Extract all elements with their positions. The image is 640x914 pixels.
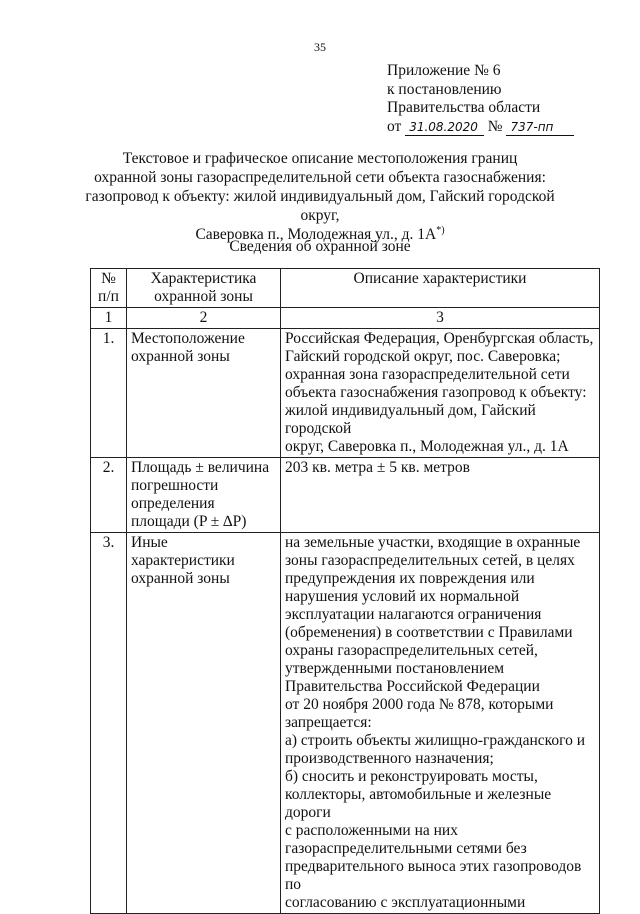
text-line: б) сносить и реконструировать мосты, (285, 768, 538, 785)
text-line: охраны газораспределительных сетей, (285, 642, 538, 659)
text-line: характеристики (131, 552, 235, 569)
text-line: на земельные участки, входящие в охранные (285, 534, 581, 551)
text-line: погрешности (131, 477, 219, 494)
date-prefix: от (387, 117, 402, 135)
text-line: Российская Федерация, Оренбургская область, (285, 330, 594, 347)
text-line: Местоположение (131, 330, 245, 347)
row-characteristic (127, 533, 281, 914)
text-line: Правительства Российской Федерации (285, 678, 540, 695)
text-line: (обременения) в соответствии с Правилами (285, 624, 573, 641)
title-line-4-text: Саверовка п., Молодежная ул., д. 1А (195, 226, 437, 243)
handwritten-number: 737-пп (506, 120, 574, 136)
text-line: округ, Саверовка п., Молодежная ул., д. 1А (285, 438, 569, 455)
row-description (281, 329, 600, 458)
number-prefix: № (487, 117, 503, 135)
column-number: 1 (91, 308, 127, 329)
row-description (281, 533, 600, 914)
table-row (91, 329, 600, 458)
appendix-line-1: Приложение № 6 (387, 62, 501, 79)
text-line: Иные (131, 534, 168, 551)
text-line: предупреждения их повреждения или (285, 570, 535, 587)
header-line: п/п (98, 288, 119, 305)
column-number: 3 (281, 308, 600, 329)
page-number: 35 (314, 40, 326, 54)
text-line: запрещается: (285, 714, 372, 731)
text-line: утвержденными постановлением (285, 660, 505, 677)
title-line-3: газопровод к объекту: жилой индивидуальный дом, Гайский городской округ, (85, 188, 555, 224)
document-title (70, 149, 570, 244)
row-characteristic (127, 329, 281, 458)
section-title: Сведения об охранной зоне (229, 238, 411, 255)
row-characteristic (127, 458, 281, 533)
text-line: площади (P ± ∆P) (131, 513, 247, 530)
row-description (281, 458, 600, 533)
column-number: 2 (127, 308, 281, 329)
text-line: эксплуатации налагаются ограничения (285, 606, 542, 623)
text-line: охранной зоны (131, 348, 230, 365)
zone-info-table (90, 268, 600, 914)
row-number: 3. (91, 533, 127, 914)
title-line-1: Текстовое и графическое описание местоположения границ (122, 150, 518, 167)
text-line: от 20 ноября 2000 года № 878, которыми (285, 696, 554, 713)
text-line: нарушения условий их нормальной (285, 588, 520, 605)
header-line: № (101, 270, 116, 287)
text-line: охранная зона газораспределительной сети (285, 366, 570, 383)
table-row (91, 458, 600, 533)
text-line: 203 кв. метра ± 5 кв. метров (285, 459, 470, 476)
text-line: охранной зоны (131, 570, 230, 587)
row-number: 1. (91, 329, 127, 458)
text-line: Площадь ± величина (131, 459, 270, 476)
text-line: коллекторы, автомобильные и железные дороги (285, 786, 552, 821)
footnote-mark: *) (436, 225, 445, 236)
text-line: жилой индивидуальный дом, Гайский городской (285, 402, 536, 437)
appendix-date-line (387, 118, 574, 137)
header-description (281, 269, 600, 308)
table-header-row (91, 269, 600, 308)
text-line: определения (131, 495, 215, 512)
header-line: охранной зоны (154, 288, 253, 305)
text-line: с расположенными на них (285, 822, 458, 839)
table-row (91, 533, 600, 914)
text-line: зоны газораспределительных сетей, в целях (285, 552, 575, 569)
text-line: объекта газоснабжения газопровод к объекту: (285, 384, 587, 401)
text-line: согласованию с эксплуатационными (285, 894, 526, 911)
column-number-row (91, 308, 600, 329)
appendix-line-3: Правительства области (387, 99, 541, 116)
header-line: Характеристика (150, 270, 257, 287)
text-line: производственного назначения; (285, 750, 494, 767)
text-line: предварительного выноса этих газопроводов по (285, 858, 582, 893)
header-line: Описание характеристики (353, 270, 527, 287)
title-line-2: охранной зоны газораспределительной сети объекта газоснабжения: (94, 169, 546, 186)
handwritten-date: 31.08.2020 (405, 120, 484, 136)
appendix-header (387, 62, 574, 136)
row-number: 2. (91, 458, 127, 533)
text-line: а) строить объекты жилищно-гражданского и (285, 732, 586, 749)
header-number (91, 269, 127, 308)
text-line: Гайский городской округ, пос. Саверовка; (285, 348, 561, 365)
text-line: газораспределительными сетями без (285, 840, 527, 857)
appendix-line-2: к постановлению (387, 80, 502, 98)
header-characteristic (127, 269, 281, 308)
